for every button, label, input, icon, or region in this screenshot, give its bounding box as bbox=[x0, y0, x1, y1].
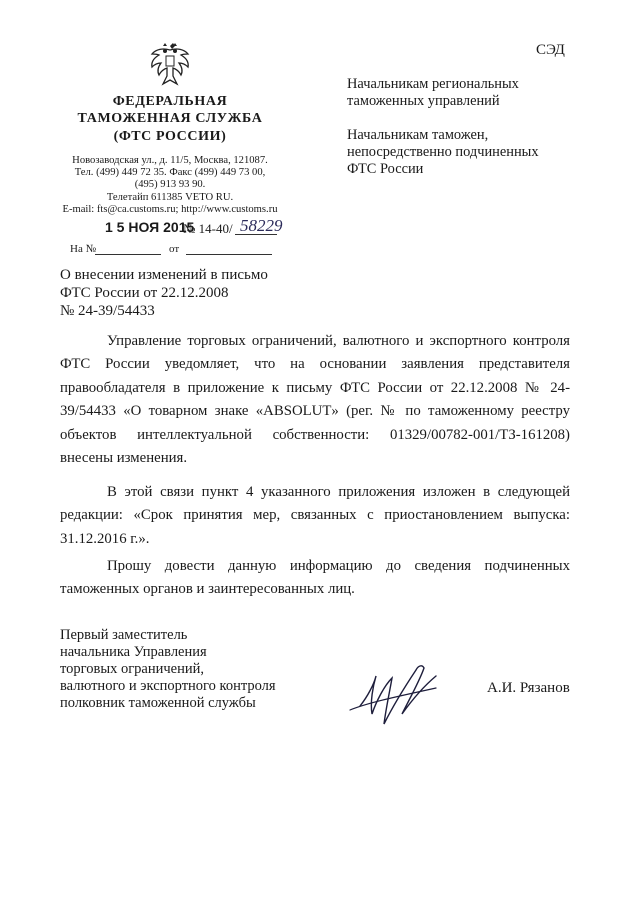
signatory-position-line: валютного и экспортного контроля bbox=[60, 678, 276, 694]
registration-date: 1 5 НОЯ 2015 bbox=[105, 219, 195, 235]
subject-line: О внесении изменений в письмо bbox=[60, 267, 268, 283]
signatory-position-line: торговых ограничений, bbox=[60, 661, 204, 677]
body-paragraph: В этой связи пункт 4 указанного приложения изложен в следующей редакции: «Срок принятия мер, связанных с приостановлением выпуска: 31.12.2016 г.». bbox=[60, 484, 570, 547]
contact-email: E-mail: fts@ca.customs.ru; http://www.customs.ru bbox=[62, 204, 278, 215]
body-paragraph: Управление торговых ограничений, валютного и экспортного контроля ФТС России уведомляет, что на основании заявления представителя правообладателя в приложение к письму ФТС России от 22.12.2008 № 24-39/54433 «О товарном знаке «ABSOLUT» (рег. № по таможенному реестру объектов интеллектуальной собственности: 01329/00782-001/ТЗ-161208) внесены изменения. bbox=[60, 333, 570, 467]
signatory-position-line: полковник таможенной службы bbox=[60, 695, 256, 711]
subject-line: ФТС России от 22.12.2008 bbox=[60, 285, 229, 301]
handwritten-signature bbox=[340, 658, 450, 730]
addressee-line: Начальникам таможен, bbox=[347, 127, 489, 143]
russian-coat-of-arms-icon bbox=[148, 40, 192, 88]
addressee-line: Начальникам региональных bbox=[347, 76, 519, 92]
reply-to-date-label: от bbox=[169, 243, 180, 255]
reply-to-number-blank bbox=[95, 254, 161, 255]
org-name-line-2: ТАМОЖЕННАЯ СЛУЖБА bbox=[77, 111, 263, 126]
signatory-name: А.И. Рязанов bbox=[487, 680, 570, 696]
contact-phone: Тел. (499) 449 72 35. Факс (499) 449 73 00, bbox=[74, 167, 266, 178]
contact-address: Новозаводская ул., д. 11/5, Москва, 121087. bbox=[72, 155, 268, 166]
addressee-line: таможенных управлений bbox=[347, 93, 500, 109]
registration-number-handwritten: 58229 bbox=[240, 216, 283, 235]
body-paragraph: Прошу довести данную информацию до сведения подчиненных таможенных органов и заинтересованных лиц. bbox=[60, 558, 570, 598]
signatory-position-line: начальника Управления bbox=[60, 644, 207, 660]
addressee-line: ФТС России bbox=[347, 161, 424, 177]
sed-mark: СЭД bbox=[536, 42, 565, 58]
subject-line: № 24-39/54433 bbox=[60, 303, 155, 319]
reply-to-date-blank bbox=[186, 254, 272, 255]
registration-number-prefix: № 14-40/ bbox=[183, 221, 233, 236]
contact-teletype: Телетайп 611385 VETO RU. bbox=[106, 192, 234, 203]
org-name-line-1: ФЕДЕРАЛЬНАЯ bbox=[112, 94, 228, 109]
reply-to-number-label: На № bbox=[70, 243, 97, 255]
org-name-line-3: (ФТС РОССИИ) bbox=[113, 129, 227, 144]
signatory-position-line: Первый заместитель bbox=[60, 627, 188, 643]
contact-fax: (495) 913 93 90. bbox=[134, 179, 206, 190]
registration-number-underline bbox=[235, 234, 277, 235]
addressee-line: непосредственно подчиненных bbox=[347, 144, 539, 160]
